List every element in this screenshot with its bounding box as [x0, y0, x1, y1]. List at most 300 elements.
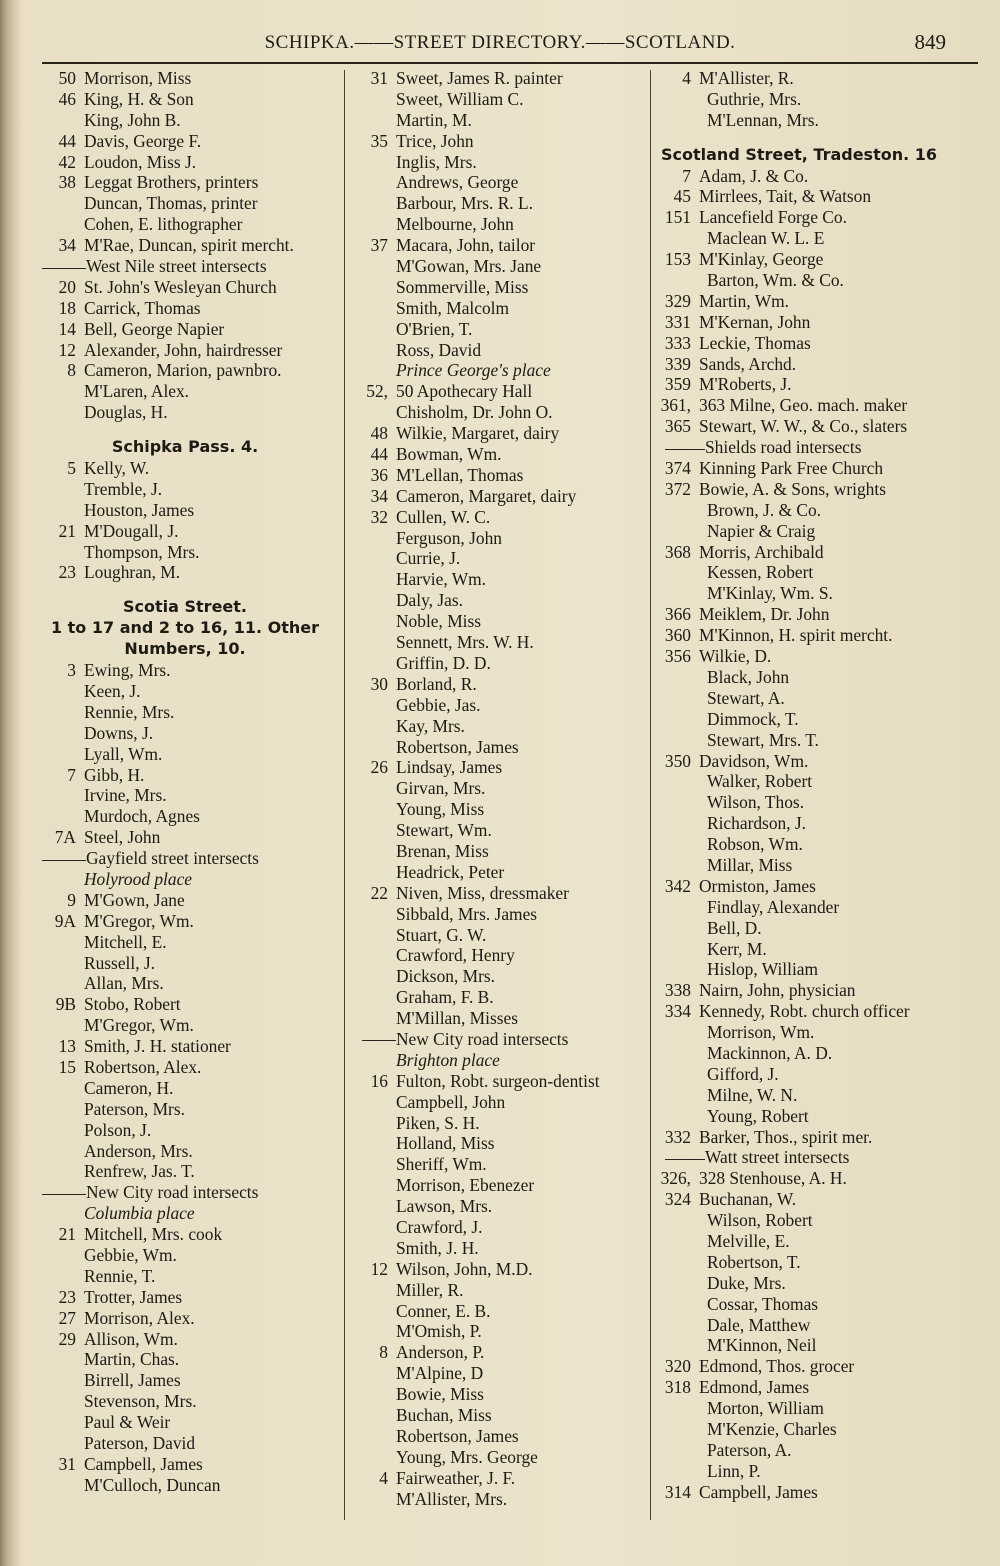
house-number: 350 — [664, 750, 691, 771]
house-number: 46 — [58, 88, 76, 109]
directory-entry-continued — [30, 1370, 340, 1391]
directory-entry-continued — [30, 1245, 340, 1266]
directory-entry — [352, 235, 648, 256]
header-rule — [42, 62, 978, 64]
directory-entry — [352, 1342, 648, 1363]
resident-name: Stewart, W. W., & Co., slaters — [699, 416, 908, 437]
resident-name: Rennie, T. — [84, 1265, 156, 1286]
resident-name: Morrison, Alex. — [84, 1307, 195, 1328]
resident-name: Gibb, H. — [84, 764, 145, 785]
directory-entry — [30, 172, 340, 193]
resident-name: Buchanan, W. — [699, 1189, 797, 1210]
directory-entry-continued — [352, 1280, 648, 1301]
directory-entry-continued — [655, 1106, 965, 1127]
place-subheading — [352, 1050, 648, 1071]
house-number: 34 — [370, 485, 388, 506]
house-number: 326, — [660, 1168, 691, 1189]
resident-name: Martin, M. — [396, 109, 472, 130]
intersection-note — [30, 256, 340, 277]
directory-entry — [352, 423, 648, 444]
resident-name: Morris, Archibald — [699, 541, 824, 562]
directory-entry — [30, 827, 340, 848]
resident-name: Wilson, Thos. — [707, 792, 805, 813]
directory-entry-continued — [655, 1231, 965, 1252]
house-number: 22 — [370, 882, 388, 903]
resident-name: King, John B. — [84, 109, 181, 130]
directory-entry-continued — [30, 785, 340, 806]
resident-name: Duke, Mrs. — [707, 1272, 786, 1293]
house-number: 320 — [664, 1356, 691, 1377]
directory-entry-continued — [352, 1008, 648, 1029]
page-header — [40, 28, 960, 58]
directory-entry-continued — [30, 381, 340, 402]
directory-entry — [30, 1308, 340, 1329]
directory-entry-continued — [352, 987, 648, 1008]
directory-entry-continued — [30, 1391, 340, 1412]
resident-name: Paterson, A. — [707, 1439, 792, 1460]
house-number: 48 — [370, 423, 388, 444]
house-number: 16 — [370, 1070, 388, 1091]
house-number: 360 — [664, 625, 691, 646]
resident-name: Young, Mrs. George — [396, 1446, 538, 1467]
house-number: 372 — [664, 478, 691, 499]
directory-entry-continued — [352, 402, 648, 423]
directory-entry-continued — [352, 1175, 648, 1196]
house-number: 44 — [370, 444, 388, 465]
resident-name: Columbia place — [84, 1203, 195, 1224]
directory-entry — [30, 1057, 340, 1078]
street-heading: Scotia Street. — [123, 597, 247, 617]
directory-entry-continued — [655, 1419, 965, 1440]
house-number: 5 — [67, 458, 76, 479]
directory-entry — [352, 486, 648, 507]
directory-entry-continued — [352, 89, 648, 110]
directory-entry — [352, 1071, 648, 1092]
directory-entry-continued — [352, 1363, 648, 1384]
directory-entry-continued — [655, 709, 965, 730]
directory-entry-continued — [30, 973, 340, 994]
resident-name: Lyall, Wm. — [84, 743, 163, 764]
resident-name: M'Kenzie, Charles — [707, 1419, 837, 1439]
resident-name: Richardson, J. — [707, 813, 807, 834]
directory-entry-continued — [30, 953, 340, 974]
resident-name: Walker, Robert — [707, 771, 813, 792]
directory-entry — [655, 542, 965, 563]
resident-name: Kelly, W. — [84, 458, 150, 479]
directory-entry — [30, 911, 340, 932]
directory-entry-continued — [30, 1099, 340, 1120]
house-number: 20 — [58, 276, 76, 297]
directory-entry-continued — [655, 1315, 965, 1336]
directory-entry-continued — [655, 1335, 965, 1356]
directory-entry-continued — [655, 792, 965, 813]
directory-entry — [655, 1168, 965, 1189]
directory-entry — [352, 131, 648, 152]
directory-entry-continued — [30, 479, 340, 500]
resident-name: Smith, Malcolm — [396, 297, 510, 318]
directory-entry-continued — [655, 897, 965, 918]
resident-name: Napier & Craig — [707, 520, 816, 541]
directory-entry — [30, 1036, 340, 1057]
resident-name: Brenan, Miss — [396, 840, 489, 861]
place-subheading — [30, 1203, 340, 1224]
resident-name: Dale, Matthew — [707, 1314, 811, 1335]
house-number: 153 — [664, 249, 691, 270]
resident-name: Wilson, John, M.D. — [396, 1258, 533, 1279]
house-number: 368 — [664, 541, 691, 562]
resident-name: Wilkie, Margaret, dairy — [396, 423, 560, 444]
resident-name: Lawson, Mrs. — [396, 1196, 493, 1217]
directory-entry-continued — [655, 813, 965, 834]
resident-name: Lancefield Forge Co. — [699, 207, 847, 228]
directory-entry — [30, 277, 340, 298]
directory-entry-continued — [352, 925, 648, 946]
house-number: 365 — [664, 416, 691, 437]
directory-entry-continued — [30, 542, 340, 563]
directory-entry-continued — [30, 723, 340, 744]
resident-name: O'Brien, T. — [396, 318, 473, 339]
resident-name: Shields road intersects — [705, 437, 862, 458]
directory-entry — [30, 319, 340, 340]
resident-name: Stobo, Robert — [84, 994, 181, 1015]
resident-name: 363 Milne, Geo. mach. maker — [699, 395, 908, 416]
directory-entry — [352, 1259, 648, 1280]
directory-entry — [655, 186, 965, 207]
directory-entry-continued — [352, 716, 648, 737]
resident-name: Mackinnon, A. D. — [707, 1042, 833, 1063]
house-number: 42 — [58, 151, 76, 172]
directory-entry-continued — [655, 1398, 965, 1419]
resident-name: Mitchell, E. — [84, 931, 167, 952]
column-divider — [650, 70, 651, 1520]
resident-name: Loughran, M. — [84, 562, 181, 583]
directory-entry-continued — [30, 1266, 340, 1287]
directory-entry-continued — [655, 1210, 965, 1231]
directory-entry — [655, 312, 965, 333]
resident-name: Holyrood place — [84, 868, 193, 889]
resident-name: Stuart, G. W. — [396, 924, 487, 945]
directory-entry-continued — [352, 548, 648, 569]
intersection-note — [30, 848, 340, 869]
resident-name: Davidson, Wm. — [699, 750, 809, 771]
directory-entry — [655, 166, 965, 187]
house-number: 4 — [682, 68, 691, 88]
resident-name: Crawford, Henry — [396, 945, 515, 966]
resident-name: M'Rae, Duncan, spirit mercht. — [84, 235, 294, 256]
directory-entry-continued — [352, 737, 648, 758]
resident-name: M'Kinlay, Wm. S. — [707, 583, 833, 604]
resident-name: Ross, David — [396, 339, 482, 360]
intersection-note — [655, 1147, 965, 1168]
resident-name: Trice, John — [396, 130, 474, 151]
dash-rule — [42, 1194, 86, 1195]
directory-entry-continued — [655, 1022, 965, 1043]
directory-entry-continued — [655, 855, 965, 876]
resident-name: Cossar, Thomas — [707, 1293, 819, 1314]
resident-name: Young, Miss — [396, 799, 485, 820]
resident-name: Bell, D. — [707, 917, 762, 938]
dash-rule — [42, 268, 86, 269]
house-number: 361, — [660, 395, 691, 416]
resident-name: Kessen, Robert — [707, 562, 814, 583]
directory-entry-continued — [352, 632, 648, 653]
house-number: 8 — [67, 360, 76, 381]
resident-name: M'Lellan, Thomas — [396, 464, 524, 485]
resident-name: Robertson, Alex. — [84, 1056, 202, 1077]
resident-name: Trotter, James — [84, 1286, 183, 1307]
house-number: 38 — [58, 172, 76, 193]
resident-name: Kerr, M. — [707, 938, 767, 959]
directory-entry — [30, 298, 340, 319]
house-number: 34 — [58, 235, 76, 256]
directory-entry-continued — [655, 1064, 965, 1085]
directory-entry-continued — [352, 1092, 648, 1113]
directory-entry-continued — [352, 298, 648, 319]
resident-name: M'Omish, P. — [396, 1321, 482, 1342]
resident-name: Headrick, Peter — [396, 861, 505, 882]
house-number: 3 — [67, 660, 76, 681]
resident-name: Bowie, Miss — [396, 1384, 484, 1405]
resident-name: M'Lennan, Mrs. — [707, 109, 819, 130]
resident-name: Kennedy, Robt. church officer — [699, 1001, 910, 1022]
directory-entry-continued — [352, 841, 648, 862]
resident-name: Milne, W. N. — [707, 1084, 798, 1105]
directory-entry — [30, 890, 340, 911]
resident-name: Fairweather, J. F. — [396, 1467, 516, 1488]
column-divider — [344, 70, 345, 1520]
directory-entry — [352, 674, 648, 695]
place-subheading — [352, 360, 648, 381]
directory-entry-continued — [655, 1461, 965, 1482]
house-number: 50 — [58, 68, 76, 88]
resident-name: Bowman, Wm. — [396, 444, 502, 465]
directory-entry-continued — [30, 500, 340, 521]
resident-name: Paul & Weir — [84, 1412, 171, 1433]
resident-name: Cameron, Marion, pawnbro. — [84, 360, 282, 381]
house-number: 32 — [370, 506, 388, 527]
house-number: 318 — [664, 1377, 691, 1398]
directory-entry-continued — [655, 918, 965, 939]
directory-entry-continued — [655, 834, 965, 855]
resident-name: Daly, Jas. — [396, 590, 463, 611]
house-number: 356 — [664, 646, 691, 667]
directory-entry — [655, 625, 965, 646]
resident-name: M'Gregor, Wm. — [84, 910, 194, 931]
house-number: 331 — [664, 311, 691, 332]
directory-entry — [30, 340, 340, 361]
directory-entry — [30, 521, 340, 542]
resident-name: Smith, J. H. stationer — [84, 1036, 231, 1057]
directory-entry-continued — [352, 1154, 648, 1175]
directory-entry-continued — [655, 771, 965, 792]
directory-entry-continued — [352, 1196, 648, 1217]
running-head: SCHIPKA.——STREET DIRECTORY.——SCOTLAND. — [264, 32, 736, 53]
intersection-note — [352, 1029, 648, 1050]
directory-entry — [655, 876, 965, 897]
resident-name: Rennie, Mrs. — [84, 701, 175, 722]
directory-entry — [655, 458, 965, 479]
dash-rule — [665, 449, 705, 450]
resident-name: Martin, Wm. — [699, 290, 790, 311]
resident-name: New City road intersects — [396, 1028, 569, 1049]
house-number: 21 — [58, 520, 76, 541]
directory-column-2 — [352, 68, 648, 1509]
resident-name: Griffin, D. D. — [396, 652, 491, 673]
directory-entry-continued — [655, 667, 965, 688]
directory-entry-continued — [655, 1273, 965, 1294]
resident-name: Chisholm, Dr. John O. — [396, 402, 553, 423]
resident-name: M'Gown, Jane — [84, 889, 185, 910]
house-number: 12 — [58, 339, 76, 360]
directory-entry-continued — [352, 1238, 648, 1259]
resident-name: Ormiston, James — [699, 875, 816, 896]
intersection-note — [655, 437, 965, 458]
resident-name: M'Dougall, J. — [84, 520, 179, 541]
resident-name: Stevenson, Mrs. — [84, 1391, 197, 1412]
house-number: 12 — [370, 1258, 388, 1279]
resident-name: 50 Apothecary Hall — [396, 381, 533, 402]
house-number: 7 — [67, 764, 76, 785]
resident-name: Graham, F. B. — [396, 987, 494, 1008]
resident-name: M'Millan, Misses — [396, 1008, 518, 1029]
resident-name: Gayfield street intersects — [86, 848, 259, 869]
directory-entry — [655, 333, 965, 354]
resident-name: Birrell, James — [84, 1370, 181, 1391]
directory-entry — [352, 1468, 648, 1489]
resident-name: Prince George's place — [396, 360, 551, 381]
resident-name: Nairn, John, physician — [699, 980, 856, 1001]
directory-entry-continued — [352, 214, 648, 235]
directory-entry-continued — [352, 110, 648, 131]
resident-name: Sommerville, Miss — [396, 276, 529, 297]
resident-name: Black, John — [707, 666, 790, 687]
resident-name: Maclean W. L. E — [707, 228, 825, 249]
directory-entry-continued — [655, 939, 965, 960]
house-number: 9A — [54, 910, 76, 931]
resident-name: Duncan, Thomas, printer — [84, 193, 258, 214]
directory-entry — [30, 68, 340, 89]
directory-entry-continued — [655, 270, 965, 291]
directory-entry — [30, 1454, 340, 1475]
directory-entry — [30, 994, 340, 1015]
directory-entry-continued — [30, 1412, 340, 1433]
directory-entry-continued — [352, 966, 648, 987]
resident-name: West Nile street intersects — [86, 256, 267, 277]
directory-entry-continued — [352, 569, 648, 590]
resident-name: Allan, Mrs. — [84, 973, 164, 994]
house-number: 359 — [664, 374, 691, 395]
directory-entry — [655, 207, 965, 228]
house-number: 329 — [664, 290, 691, 311]
resident-name: Gifford, J. — [707, 1063, 779, 1084]
house-number: 374 — [664, 458, 691, 479]
resident-name: Davis, George F. — [84, 130, 202, 151]
house-number: 29 — [58, 1328, 76, 1349]
resident-name: Robertson, James — [396, 736, 519, 757]
directory-entry — [30, 458, 340, 479]
directory-entry — [655, 416, 965, 437]
resident-name: M'Roberts, J. — [699, 374, 792, 395]
house-number: 7A — [54, 827, 76, 848]
resident-name: Barbour, Mrs. R. L. — [396, 193, 533, 214]
directory-entry-continued — [30, 1015, 340, 1036]
house-number: 9B — [55, 994, 76, 1015]
directory-entry — [352, 757, 648, 778]
directory-entry-continued — [352, 945, 648, 966]
directory-entry-continued — [655, 583, 965, 604]
house-number: 333 — [664, 332, 691, 353]
directory-entry-continued — [30, 1433, 340, 1454]
resident-name: Stewart, Wm. — [396, 820, 492, 841]
directory-entry-continued — [352, 193, 648, 214]
resident-name: Brighton place — [396, 1049, 500, 1070]
directory-entry — [655, 374, 965, 395]
resident-name: Adam, J. & Co. — [699, 165, 809, 186]
resident-name: Young, Robert — [707, 1105, 809, 1126]
resident-name: M'Laren, Alex. — [84, 381, 190, 402]
house-number: 18 — [58, 297, 76, 318]
resident-name: Melville, E. — [707, 1230, 790, 1251]
directory-entry — [30, 1287, 340, 1308]
house-number: 366 — [664, 604, 691, 625]
resident-name: Keen, J. — [84, 680, 141, 701]
resident-name: Ferguson, John — [396, 527, 502, 548]
house-number: 338 — [664, 980, 691, 1001]
directory-entry-continued — [352, 172, 648, 193]
directory-entry-continued — [30, 110, 340, 131]
resident-name: Wilkie, D. — [699, 646, 772, 667]
directory-entry-continued — [352, 319, 648, 340]
resident-name: Miller, R. — [396, 1279, 464, 1300]
directory-entry — [30, 1224, 340, 1245]
resident-name: Gebbie, Wm. — [84, 1244, 177, 1265]
resident-name: Borland, R. — [396, 673, 477, 694]
house-number: 35 — [370, 130, 388, 151]
resident-name: Mirrlees, Tait, & Watson — [699, 186, 872, 207]
directory-entry-continued — [30, 402, 340, 423]
directory-entry-continued — [30, 193, 340, 214]
directory-entry-continued — [352, 1426, 648, 1447]
resident-name: Ewing, Mrs. — [84, 660, 171, 681]
house-number: 342 — [664, 875, 691, 896]
directory-entry-continued — [30, 932, 340, 953]
directory-entry-continued — [655, 1085, 965, 1106]
directory-entry — [655, 1356, 965, 1377]
directory-entry-continued — [655, 521, 965, 542]
resident-name: Harvie, Wm. — [396, 569, 486, 590]
resident-name: Stewart, Mrs. T. — [707, 729, 819, 750]
resident-name: Robertson, T. — [707, 1251, 801, 1272]
directory-entry — [655, 604, 965, 625]
directory-entry-continued — [30, 681, 340, 702]
house-number: 27 — [58, 1307, 76, 1328]
house-number: 334 — [664, 1001, 691, 1022]
street-heading: Scotland Street, Tradeston. 16 — [661, 144, 938, 164]
directory-entry-continued — [655, 688, 965, 709]
directory-entry-continued — [655, 1440, 965, 1461]
directory-entry — [655, 1482, 965, 1503]
directory-entry — [655, 980, 965, 1001]
resident-name: Dimmock, T. — [707, 708, 799, 729]
directory-entry-continued — [352, 1447, 648, 1468]
house-number: 52, — [366, 381, 388, 402]
house-number: 14 — [58, 318, 76, 339]
resident-name: Stewart, A. — [707, 687, 785, 708]
resident-name: Morton, William — [707, 1398, 824, 1419]
house-number: 23 — [58, 562, 76, 583]
resident-name: Murdoch, Agnes — [84, 806, 200, 827]
resident-name: 328 Stenhouse, A. H. — [699, 1168, 847, 1189]
